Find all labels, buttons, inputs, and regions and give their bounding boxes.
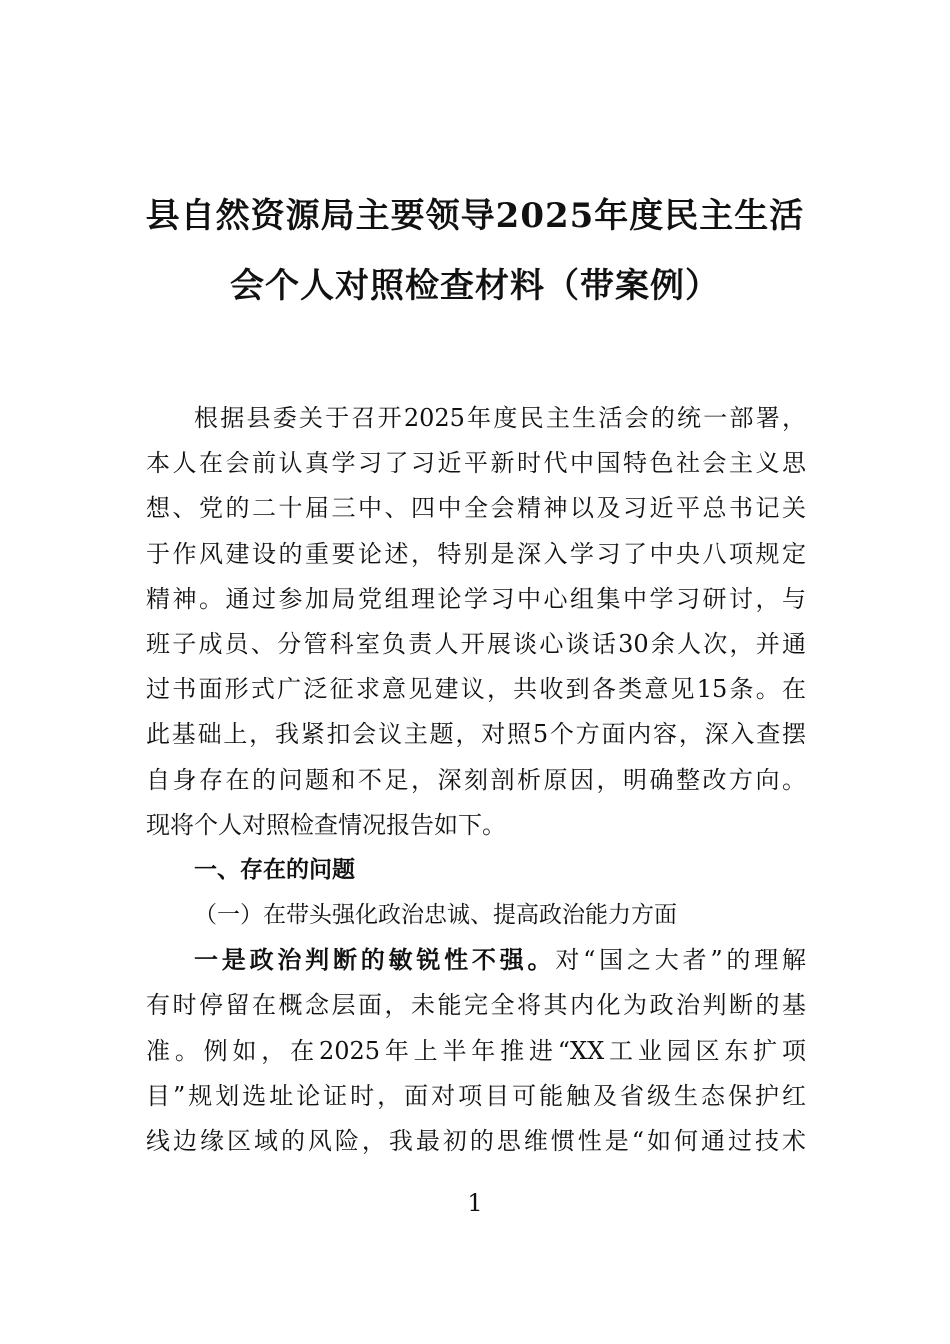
point-line: 目”规划选址论证时，面对项目可能触及省级生态保护红 (146, 1081, 806, 1110)
intro-line: 班子成员、分管科室负责人开展谈心谈话30余人次，并通 (146, 629, 806, 658)
section-heading: 一、存在的问题 (194, 856, 355, 883)
point-lead: 一是政治判断的敏锐性不强。 (194, 946, 556, 975)
document-title-line-1: 县自然资源局主要领导2025年度民主生活 (145, 196, 805, 236)
document-title-line-2: 会个人对照检查材料（带案例） (230, 266, 720, 306)
intro-line: 于作风建设的重要论述，特别是深入学习了中央八项规定 (146, 539, 806, 568)
point-line: 准。例如，在2025年上半年推进“XX工业园区东扩项 (146, 1036, 806, 1065)
intro-line: 根据县委关于召开2025年度民主生活会的统一部署， (194, 404, 806, 432)
intro-line: 此基础上，我紧扣会议主题，对照5个方面内容，深入查摆 (146, 720, 806, 749)
intro-line: 自身存在的问题和不足，深刻剖析原因，明确整改方向。 (146, 765, 806, 794)
point-line: 线边缘区域的风险，我最初的思维惯性是“如何通过技术 (146, 1127, 806, 1155)
point-first-line-text: 对“国之大者”的理解 (555, 946, 806, 975)
point-first-line (146, 938, 806, 983)
intro-line: 现将个人对照检查情况报告如下。 (146, 810, 506, 839)
page-number: 1 (467, 1189, 483, 1217)
intro-line: 本人在会前认真学习了习近平新时代中国特色社会主义思 (146, 449, 806, 478)
intro-line: 精神。通过参加局党组理论学习中心组集中学习研讨，与 (146, 584, 806, 613)
intro-line: 想、党的二十届三中、四中全会精神以及习近平总书记关 (146, 494, 806, 523)
subsection-heading: （一）在带头强化政治忠诚、提高政治能力方面 (194, 902, 677, 929)
point-line: 有时停留在概念层面，未能完全将其内化为政治判断的基 (146, 991, 806, 1020)
intro-line: 过书面形式广泛征求意见建议，共收到各类意见15条。在 (146, 675, 806, 704)
document-body (146, 396, 806, 1164)
